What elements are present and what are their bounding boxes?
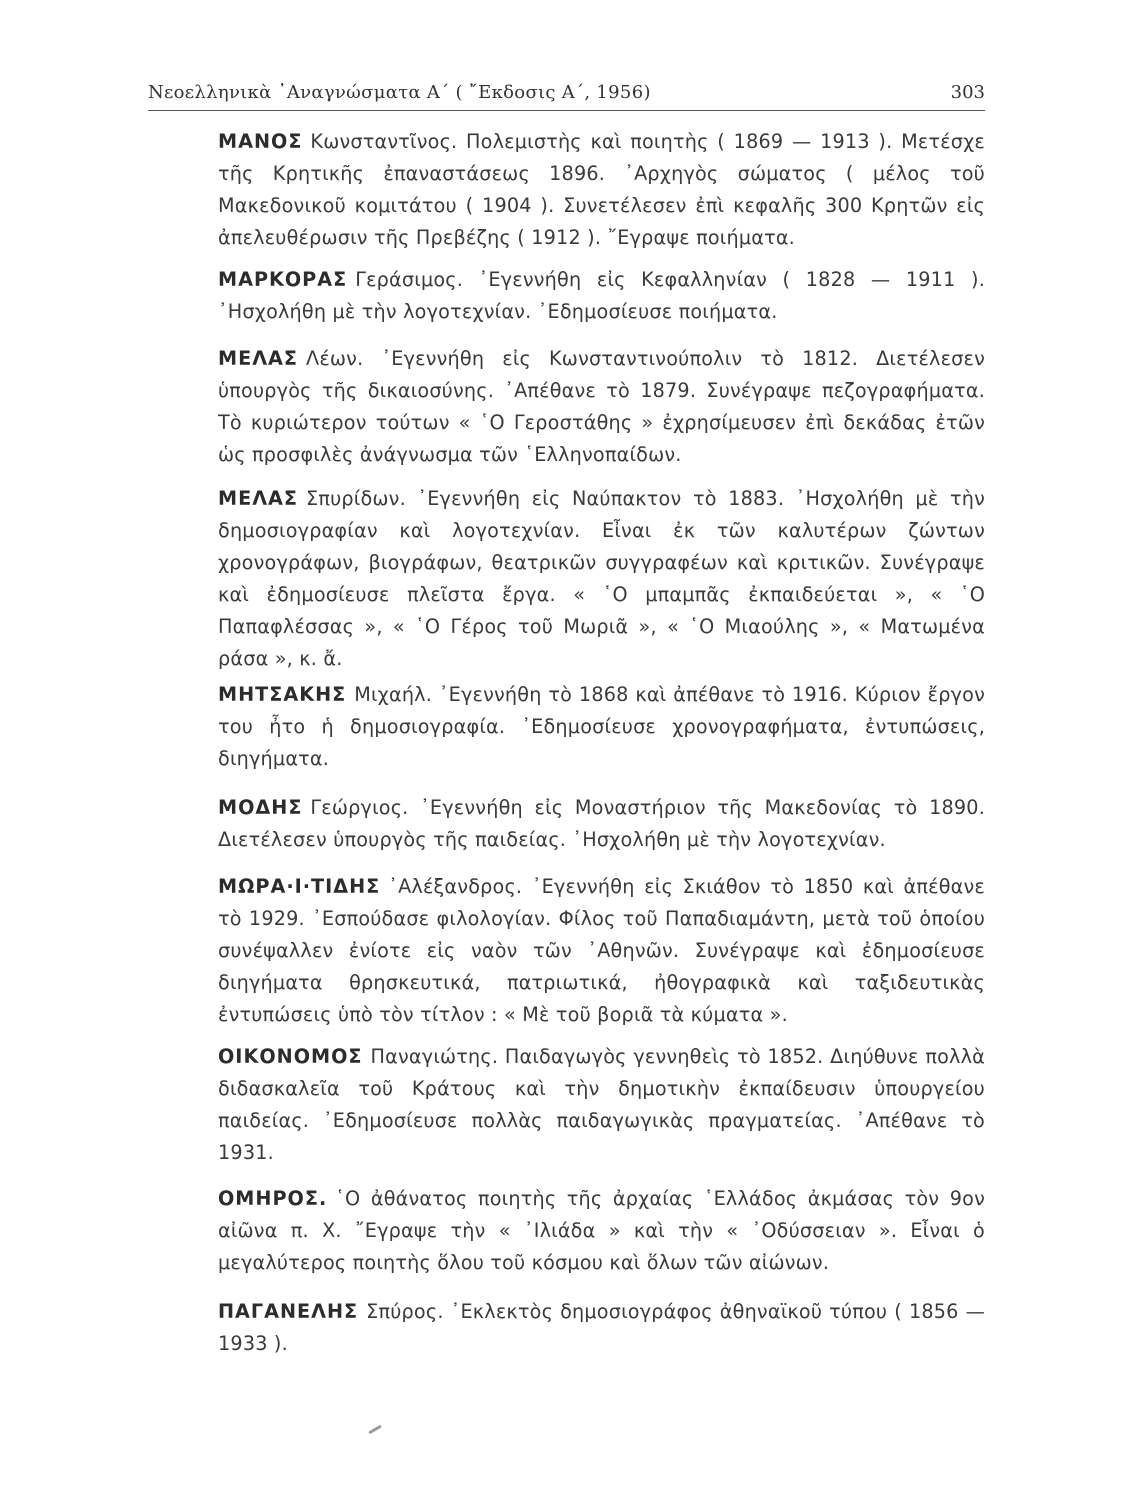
entry-manos — [218, 126, 985, 254]
entry-melas-leon — [218, 343, 985, 471]
entry-text: Παναγιώτης. Παιδαγωγὸς γεννηθεὶς τὸ 1852. Διηύθυνε πολλὰ διδασκαλεῖα τοῦ Κράτους καὶ τὴν δημοτικὴν ἐκπαίδευσιν ὑπουργείου παιδείας. ᾿Εδημοσίευσε πολλὰς παιδαγωγικὰς πραγματείας. ᾿Απέθανε τὸ 1931. — [218, 1045, 985, 1164]
entry-markoras — [218, 264, 985, 328]
entry-name: ΜΩΡΑ·Ι·ΤΙΔΗΣ — [218, 875, 381, 898]
page-number: 303 — [950, 82, 985, 103]
entry-moraitidis — [218, 871, 985, 1031]
entry-text: ῾Ο ἀθάνατος ποιητὴς τῆς ἀρχαίας ῾Ελλάδος ἀκμάσας τὸν 9ον αἰῶνα π. Χ. ῎Εγραψε τὴν « ᾿Ιλιάδα » καὶ τὴν « ᾿Οδύσσειαν ». Εἶναι ὁ μεγαλύτερος ποιητὴς ὅλου τοῦ κόσμου καὶ ὅλων τῶν αἰώνων. — [218, 1187, 985, 1274]
entry-paganelis — [218, 1296, 985, 1360]
entry-melas-spyridon — [218, 483, 985, 675]
entry-name: ΜΑΝΟΣ — [218, 130, 303, 153]
entry-text: Γεράσιμος. ᾿Εγεννήθη εἰς Κεφαλληνίαν ( 1828 — 1911 ). ᾿Ησχολήθη μὲ τὴν λογοτεχνίαν. ᾿Εδημοσίευσε ποιήματα. — [218, 268, 985, 323]
entry-text: ᾿Αλέξανδρος. ᾿Εγεννήθη εἰς Σκιάθον τὸ 1850 καὶ ἀπέθανε τὸ 1929. ᾿Εσπούδασε φιλολογίαν. Φίλος τοῦ Παπαδιαμάντη, μετὰ τοῦ ὁποίου συνέψαλλεν ἐνίοτε εἰς ναὸν τῶν ᾿Αθηνῶν. Συνέγραψε καὶ ἐδημοσίευσε διηγήματα θρησκευτικά, πατριωτικά, ἠθογραφικὰ καὶ ταξιδευτικὰς ἐντυπώσεις ὑπὸ τὸν τίτλον : « Μὲ τοῦ βοριᾶ τὰ κύματα ». — [218, 875, 985, 1026]
entry-text: Σπύρος. ᾿Εκλεκτὸς δημοσιογράφος ἀθηναϊκοῦ τύπου ( 1856 — 1933 ). — [218, 1300, 985, 1355]
print-blemish — [368, 1425, 382, 1435]
book-title: Νεοελληνικὰ ᾿Αναγνώσματα Α΄ ( ῎Εκδοσις Α΄, 1956) — [148, 82, 651, 103]
entry-name: ΜΕΛΑΣ — [218, 487, 299, 510]
entry-name: ΟΙΚΟΝΟΜΟΣ — [218, 1045, 363, 1068]
running-head — [148, 80, 985, 111]
entry-omiros — [218, 1183, 985, 1279]
entry-modis — [218, 792, 985, 856]
entry-text: Σπυρίδων. ᾿Εγεννήθη εἰς Ναύπακτον τὸ 1883. ᾿Ησχολήθη μὲ τὴν δημοσιογραφίαν καὶ λογοτεχνίαν. Εἶναι ἐκ τῶν καλυτέρων ζώντων χρονογράφων, βιογράφων, θεατρικῶν συγγραφέων καὶ κριτικῶν. Συνέγραψε καὶ ἐδημοσίευσε πλεῖστα ἔργα. « ῾Ο μπαμπᾶς ἐκπαιδεύεται », « ῾Ο Παπαφλέσσας », « ῾Ο Γέρος τοῦ Μωριᾶ », « ῾Ο Μιαούλης », « Ματωμένα ράσα », κ. ἄ. — [218, 487, 985, 670]
entry-name: ΟΜΗΡΟΣ. — [218, 1187, 328, 1210]
entry-name: ΜΗΤΣΑΚΗΣ — [218, 683, 347, 706]
entry-name: ΜΕΛΑΣ — [218, 347, 299, 370]
entry-text: Μιχαήλ. ᾿Εγεννήθη τὸ 1868 καὶ ἀπέθανε τὸ 1916. Κύριον ἔργον του ἦτο ἡ δημοσιογραφία. ᾿Εδημοσίευσε χρονογραφήματα, ἐντυπώσεις, διηγήματα. — [218, 683, 985, 770]
entry-name: ΠΑΓΑΝΕΛΗΣ — [218, 1300, 359, 1323]
entry-text: Γεώργιος. ᾿Εγεννήθη εἰς Μοναστήριον τῆς Μακεδονίας τὸ 1890. Διετέλεσεν ὑπουργὸς τῆς παιδείας. ᾿Ησχολήθη μὲ τὴν λογοτεχνίαν. — [218, 796, 985, 851]
entry-text: Λέων. ᾿Εγεννήθη εἰς Κωνσταντινούπολιν τὸ 1812. Διετέλεσεν ὑπουργὸς τῆς δικαιοσύνης. ᾿Απέθανε τὸ 1879. Συνέγραψε πεζογραφήματα. Τὸ κυριώτερον τούτων « ῾Ο Γεροστάθης » ἐχρησίμευσεν ἐπὶ δεκάδας ἐτῶν ὡς προσφιλὲς ἀνάγνωσμα τῶν ῾Ελληνοπαίδων. — [218, 347, 985, 466]
entry-name: ΜΟΔΗΣ — [218, 796, 303, 819]
entry-name: ΜΑΡΚΟΡΑΣ — [218, 268, 348, 291]
entry-text: Κωνσταντῖνος. Πολεμιστὴς καὶ ποιητὴς ( 1869 — 1913 ). Μετέσχε τῆς Κρητικῆς ἐπαναστάσεως 1896. ᾿Αρχηγὸς σώματος ( μέλος τοῦ Μακεδονικοῦ κομιτάτου ( 1904 ). Συνετέλεσεν ἐπὶ κεφαλῆς 300 Κρητῶν εἰς ἀπελευθέρωσιν τῆς Πρεβέζης ( 1912 ). ῎Εγραψε ποιήματα. — [218, 130, 985, 249]
entry-mitsakis — [218, 679, 985, 775]
entry-oikonomos — [218, 1041, 985, 1169]
